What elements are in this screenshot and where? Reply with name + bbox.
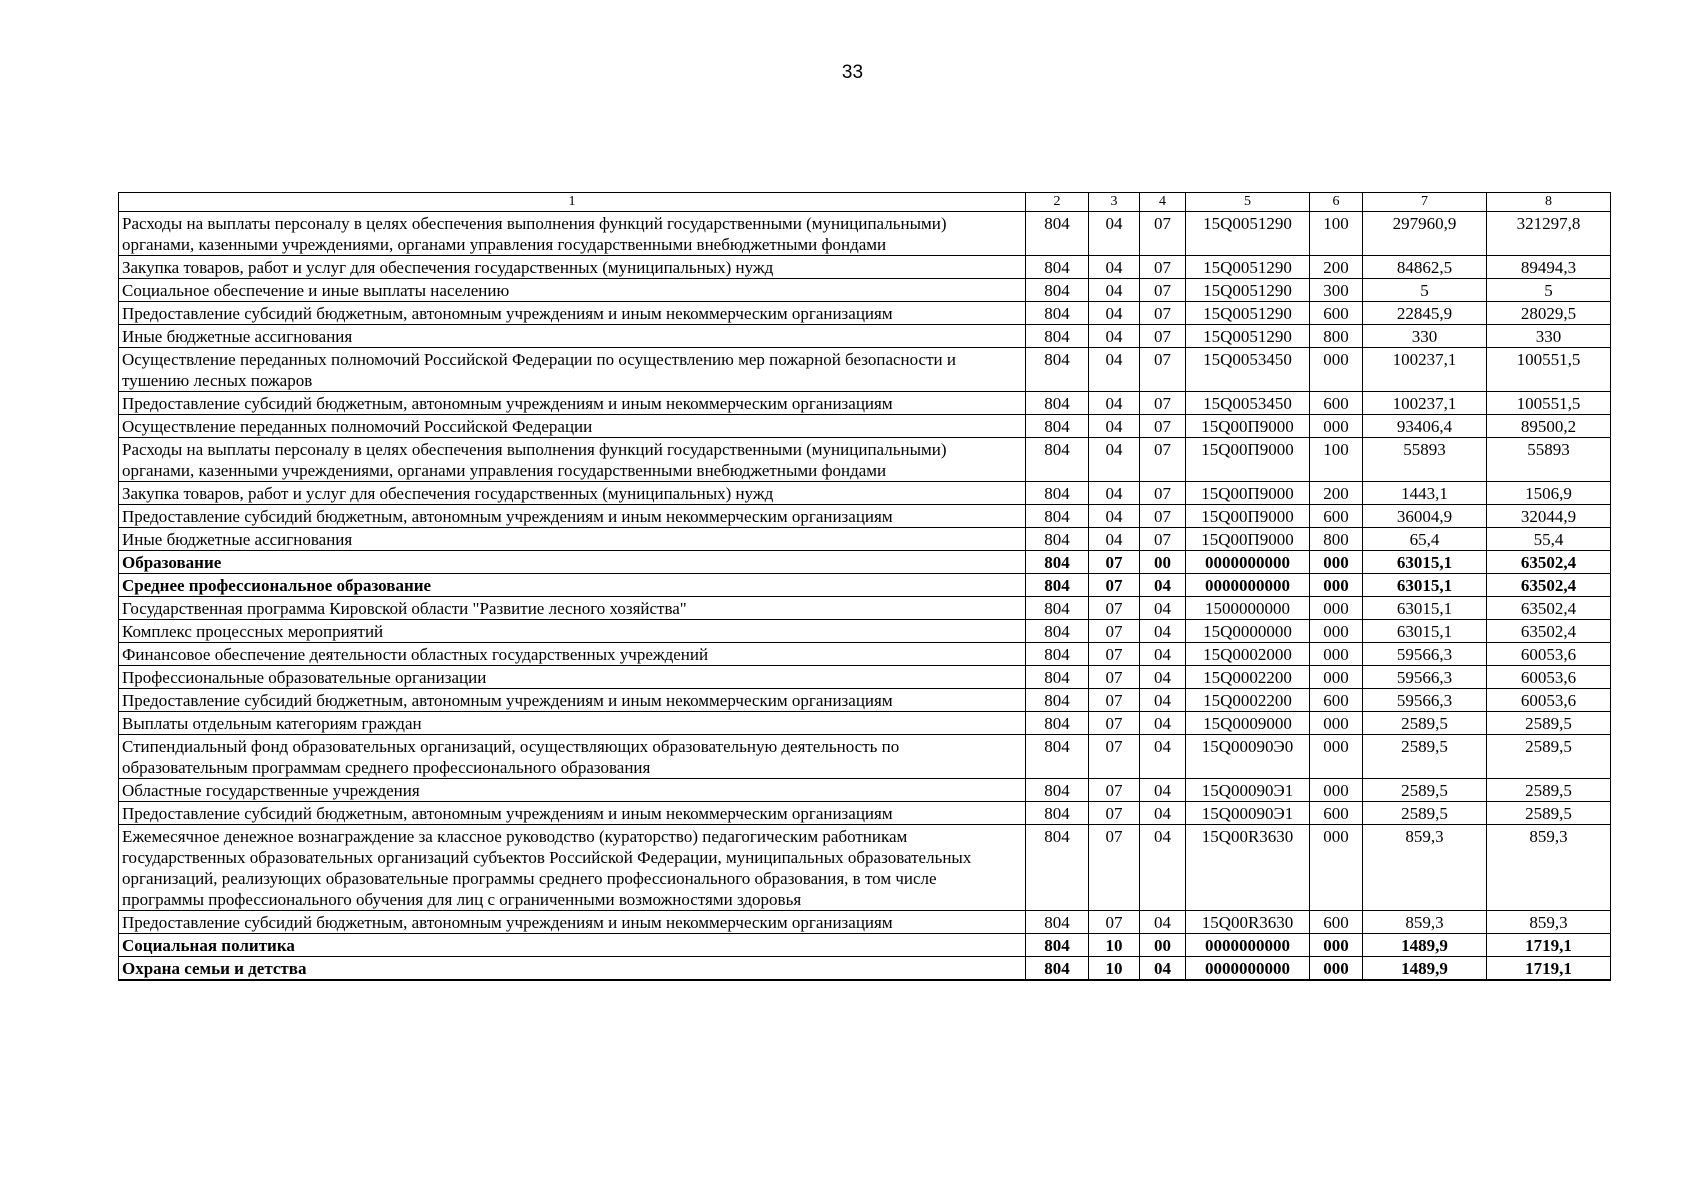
- row-name-cell: Образование: [119, 551, 1026, 574]
- section-code-cell: 04: [1089, 392, 1140, 415]
- expense-type-cell: 000: [1310, 620, 1363, 643]
- target-article-cell: 0000000000: [1186, 934, 1310, 957]
- amount-year1-cell: 859,3: [1363, 825, 1487, 911]
- section-code-cell: 04: [1089, 482, 1140, 505]
- target-article-cell: 15Q0051290: [1186, 325, 1310, 348]
- row-name-cell: Иные бюджетные ассигнования: [119, 528, 1026, 551]
- header-cell: 2: [1026, 193, 1089, 212]
- table-row: [119, 957, 1611, 981]
- target-article-cell: 15Q0051290: [1186, 302, 1310, 325]
- row-name-cell: Областные государственные учреждения: [119, 779, 1026, 802]
- section-code-cell: 04: [1089, 212, 1140, 256]
- expense-type-cell: 200: [1310, 482, 1363, 505]
- section-code-cell: 07: [1089, 735, 1140, 779]
- page-number: 33: [841, 62, 864, 83]
- amount-year2-cell: 321297,8: [1487, 212, 1611, 256]
- section-code-cell: 07: [1089, 574, 1140, 597]
- expense-type-cell: 000: [1310, 934, 1363, 957]
- row-name-cell: Предоставление субсидий бюджетным, автономным учреждениям и иным некоммерческим организациям: [119, 911, 1026, 934]
- row-name-cell: Осуществление переданных полномочий Российской Федерации по осуществлению мер пожарной безопасности и тушению лесных пожаров: [119, 348, 1026, 392]
- amount-year2-cell: 60053,6: [1487, 666, 1611, 689]
- subsection-code-cell: 04: [1140, 735, 1186, 779]
- subsection-code-cell: 07: [1140, 348, 1186, 392]
- grbs-code-cell: 804: [1026, 528, 1089, 551]
- amount-year1-cell: 100237,1: [1363, 392, 1487, 415]
- amount-year2-cell: 1719,1: [1487, 957, 1611, 981]
- amount-year1-cell: 22845,9: [1363, 302, 1487, 325]
- table-row: [119, 597, 1611, 620]
- target-article-cell: 15Q0002000: [1186, 643, 1310, 666]
- expense-type-cell: 000: [1310, 643, 1363, 666]
- target-article-cell: 15Q0053450: [1186, 348, 1310, 392]
- expense-type-cell: 600: [1310, 505, 1363, 528]
- header-cell: 1: [119, 193, 1026, 212]
- table-header-row: [119, 193, 1611, 212]
- subsection-code-cell: 07: [1140, 482, 1186, 505]
- expense-type-cell: 800: [1310, 528, 1363, 551]
- grbs-code-cell: 804: [1026, 620, 1089, 643]
- grbs-code-cell: 804: [1026, 415, 1089, 438]
- table-row: [119, 551, 1611, 574]
- section-code-cell: 07: [1089, 689, 1140, 712]
- row-name-cell: Предоставление субсидий бюджетным, автономным учреждениям и иным некоммерческим организациям: [119, 302, 1026, 325]
- amount-year2-cell: 60053,6: [1487, 643, 1611, 666]
- row-name-cell: Расходы на выплаты персоналу в целях обеспечения выполнения функций государственными (муниципальными) органами, казенными учреждениями, органами управления государственными внебюджетными фондами: [119, 438, 1026, 482]
- section-code-cell: 07: [1089, 712, 1140, 735]
- expense-type-cell: 300: [1310, 279, 1363, 302]
- grbs-code-cell: 804: [1026, 505, 1089, 528]
- table-row: [119, 528, 1611, 551]
- amount-year1-cell: 2589,5: [1363, 712, 1487, 735]
- amount-year2-cell: 63502,4: [1487, 597, 1611, 620]
- table-row: [119, 302, 1611, 325]
- row-name-cell: Закупка товаров, работ и услуг для обеспечения государственных (муниципальных) нужд: [119, 482, 1026, 505]
- section-code-cell: 07: [1089, 911, 1140, 934]
- amount-year2-cell: 63502,4: [1487, 551, 1611, 574]
- subsection-code-cell: 04: [1140, 574, 1186, 597]
- amount-year1-cell: 93406,4: [1363, 415, 1487, 438]
- section-code-cell: 04: [1089, 438, 1140, 482]
- amount-year1-cell: 100237,1: [1363, 348, 1487, 392]
- expense-type-cell: 200: [1310, 256, 1363, 279]
- amount-year1-cell: 63015,1: [1363, 620, 1487, 643]
- amount-year2-cell: 1719,1: [1487, 934, 1611, 957]
- amount-year2-cell: 2589,5: [1487, 735, 1611, 779]
- amount-year2-cell: 2589,5: [1487, 802, 1611, 825]
- table-row: [119, 735, 1611, 779]
- grbs-code-cell: 804: [1026, 934, 1089, 957]
- section-code-cell: 04: [1089, 415, 1140, 438]
- section-code-cell: 07: [1089, 825, 1140, 911]
- expense-type-cell: 000: [1310, 779, 1363, 802]
- subsection-code-cell: 07: [1140, 392, 1186, 415]
- row-name-cell: Предоставление субсидий бюджетным, автономным учреждениям и иным некоммерческим организациям: [119, 802, 1026, 825]
- expense-type-cell: 600: [1310, 802, 1363, 825]
- target-article-cell: 15Q00П9000: [1186, 482, 1310, 505]
- grbs-code-cell: 804: [1026, 735, 1089, 779]
- section-code-cell: 04: [1089, 302, 1140, 325]
- section-code-cell: 04: [1089, 325, 1140, 348]
- subsection-code-cell: 04: [1140, 689, 1186, 712]
- subsection-code-cell: 04: [1140, 643, 1186, 666]
- table-row: [119, 256, 1611, 279]
- amount-year2-cell: 28029,5: [1487, 302, 1611, 325]
- expense-type-cell: 000: [1310, 415, 1363, 438]
- section-code-cell: 04: [1089, 505, 1140, 528]
- table-row: [119, 212, 1611, 256]
- expense-type-cell: 000: [1310, 574, 1363, 597]
- amount-year1-cell: 2589,5: [1363, 779, 1487, 802]
- grbs-code-cell: 804: [1026, 212, 1089, 256]
- subsection-code-cell: 07: [1140, 256, 1186, 279]
- row-name-cell: Предоставление субсидий бюджетным, автономным учреждениям и иным некоммерческим организациям: [119, 505, 1026, 528]
- subsection-code-cell: 00: [1140, 934, 1186, 957]
- section-code-cell: 07: [1089, 666, 1140, 689]
- table-row: [119, 279, 1611, 302]
- amount-year2-cell: 100551,5: [1487, 392, 1611, 415]
- table-row: [119, 934, 1611, 957]
- grbs-code-cell: 804: [1026, 779, 1089, 802]
- target-article-cell: 15Q0002200: [1186, 689, 1310, 712]
- subsection-code-cell: 04: [1140, 911, 1186, 934]
- target-article-cell: 0000000000: [1186, 551, 1310, 574]
- target-article-cell: 15Q00R3630: [1186, 825, 1310, 911]
- subsection-code-cell: 07: [1140, 528, 1186, 551]
- target-article-cell: 15Q0002200: [1186, 666, 1310, 689]
- amount-year2-cell: 55,4: [1487, 528, 1611, 551]
- expense-type-cell: 100: [1310, 212, 1363, 256]
- target-article-cell: 1500000000: [1186, 597, 1310, 620]
- expense-type-cell: 600: [1310, 392, 1363, 415]
- table-row: [119, 802, 1611, 825]
- row-name-cell: Охрана семьи и детства: [119, 957, 1026, 981]
- expense-type-cell: 800: [1310, 325, 1363, 348]
- expense-type-cell: 000: [1310, 712, 1363, 735]
- amount-year2-cell: 89500,2: [1487, 415, 1611, 438]
- table-row: [119, 482, 1611, 505]
- table-row: [119, 392, 1611, 415]
- target-article-cell: 15Q0051290: [1186, 212, 1310, 256]
- expense-type-cell: 600: [1310, 689, 1363, 712]
- row-name-cell: Ежемесячное денежное вознаграждение за классное руководство (кураторство) педагогическим работникам государственных образовательных организаций субъектов Российской Федерации, муниципальных образовательных организаций, реализующих образовательные программы среднего профессионального образования, в том числе программы профессионального обучения для лиц с ограниченными возможностями здоровья: [119, 825, 1026, 911]
- grbs-code-cell: 804: [1026, 643, 1089, 666]
- header-cell: 5: [1186, 193, 1310, 212]
- row-name-cell: Иные бюджетные ассигнования: [119, 325, 1026, 348]
- section-code-cell: 07: [1089, 597, 1140, 620]
- amount-year2-cell: 89494,3: [1487, 256, 1611, 279]
- table-row: [119, 415, 1611, 438]
- expense-type-cell: 000: [1310, 597, 1363, 620]
- row-name-cell: Осуществление переданных полномочий Российской Федерации: [119, 415, 1026, 438]
- amount-year1-cell: 330: [1363, 325, 1487, 348]
- subsection-code-cell: 07: [1140, 279, 1186, 302]
- section-code-cell: 04: [1089, 348, 1140, 392]
- subsection-code-cell: 04: [1140, 779, 1186, 802]
- row-name-cell: Комплекс процессных мероприятий: [119, 620, 1026, 643]
- subsection-code-cell: 00: [1140, 551, 1186, 574]
- subsection-code-cell: 07: [1140, 325, 1186, 348]
- grbs-code-cell: 804: [1026, 597, 1089, 620]
- target-article-cell: 0000000000: [1186, 574, 1310, 597]
- subsection-code-cell: 07: [1140, 505, 1186, 528]
- grbs-code-cell: 804: [1026, 392, 1089, 415]
- subsection-code-cell: 04: [1140, 597, 1186, 620]
- section-code-cell: 07: [1089, 620, 1140, 643]
- expense-type-cell: 100: [1310, 438, 1363, 482]
- row-name-cell: Выплаты отдельным категориям граждан: [119, 712, 1026, 735]
- target-article-cell: 15Q00090Э0: [1186, 735, 1310, 779]
- amount-year2-cell: 330: [1487, 325, 1611, 348]
- grbs-code-cell: 804: [1026, 438, 1089, 482]
- amount-year1-cell: 63015,1: [1363, 551, 1487, 574]
- amount-year2-cell: 859,3: [1487, 825, 1611, 911]
- grbs-code-cell: 804: [1026, 574, 1089, 597]
- amount-year1-cell: 859,3: [1363, 911, 1487, 934]
- table-row: [119, 911, 1611, 934]
- amount-year1-cell: 63015,1: [1363, 574, 1487, 597]
- section-code-cell: 10: [1089, 957, 1140, 981]
- grbs-code-cell: 804: [1026, 666, 1089, 689]
- table-row: [119, 712, 1611, 735]
- expense-type-cell: 000: [1310, 666, 1363, 689]
- row-name-cell: Социальное обеспечение и иные выплаты населению: [119, 279, 1026, 302]
- amount-year1-cell: 5: [1363, 279, 1487, 302]
- subsection-code-cell: 04: [1140, 957, 1186, 981]
- expense-type-cell: 000: [1310, 735, 1363, 779]
- subsection-code-cell: 07: [1140, 438, 1186, 482]
- target-article-cell: 15Q00090Э1: [1186, 779, 1310, 802]
- expense-type-cell: 000: [1310, 348, 1363, 392]
- grbs-code-cell: 804: [1026, 825, 1089, 911]
- table-row: [119, 825, 1611, 911]
- row-name-cell: Среднее профессиональное образование: [119, 574, 1026, 597]
- table-row: [119, 574, 1611, 597]
- table-row: [119, 666, 1611, 689]
- amount-year1-cell: 36004,9: [1363, 505, 1487, 528]
- grbs-code-cell: 804: [1026, 802, 1089, 825]
- row-name-cell: Предоставление субсидий бюджетным, автономным учреждениям и иным некоммерческим организациям: [119, 689, 1026, 712]
- subsection-code-cell: 07: [1140, 415, 1186, 438]
- amount-year2-cell: 2589,5: [1487, 712, 1611, 735]
- grbs-code-cell: 804: [1026, 325, 1089, 348]
- target-article-cell: 15Q00П9000: [1186, 415, 1310, 438]
- row-name-cell: Финансовое обеспечение деятельности областных государственных учреждений: [119, 643, 1026, 666]
- grbs-code-cell: 804: [1026, 689, 1089, 712]
- table-row: [119, 643, 1611, 666]
- row-name-cell: Социальная политика: [119, 934, 1026, 957]
- table-row: [119, 438, 1611, 482]
- target-article-cell: 15Q0051290: [1186, 279, 1310, 302]
- amount-year1-cell: 59566,3: [1363, 643, 1487, 666]
- row-name-cell: Расходы на выплаты персоналу в целях обеспечения выполнения функций государственными (муниципальными) органами, казенными учреждениями, органами управления государственными внебюджетными фондами: [119, 212, 1026, 256]
- target-article-cell: 15Q00П9000: [1186, 528, 1310, 551]
- budget-table: [118, 192, 1611, 981]
- table-row: [119, 689, 1611, 712]
- row-name-cell: Профессиональные образовательные организации: [119, 666, 1026, 689]
- target-article-cell: 15Q00П9000: [1186, 438, 1310, 482]
- header-cell: 4: [1140, 193, 1186, 212]
- row-name-cell: Закупка товаров, работ и услуг для обеспечения государственных (муниципальных) нужд: [119, 256, 1026, 279]
- table-row: [119, 779, 1611, 802]
- subsection-code-cell: 04: [1140, 712, 1186, 735]
- grbs-code-cell: 804: [1026, 482, 1089, 505]
- subsection-code-cell: 04: [1140, 825, 1186, 911]
- target-article-cell: 0000000000: [1186, 957, 1310, 981]
- expense-type-cell: 600: [1310, 302, 1363, 325]
- subsection-code-cell: 04: [1140, 620, 1186, 643]
- subsection-code-cell: 07: [1140, 212, 1186, 256]
- grbs-code-cell: 804: [1026, 348, 1089, 392]
- amount-year1-cell: 84862,5: [1363, 256, 1487, 279]
- amount-year1-cell: 297960,9: [1363, 212, 1487, 256]
- grbs-code-cell: 804: [1026, 712, 1089, 735]
- row-name-cell: Стипендиальный фонд образовательных организаций, осуществляющих образовательную деятельность по образовательным программам среднего профессионального образования: [119, 735, 1026, 779]
- subsection-code-cell: 04: [1140, 802, 1186, 825]
- subsection-code-cell: 07: [1140, 302, 1186, 325]
- amount-year1-cell: 2589,5: [1363, 735, 1487, 779]
- section-code-cell: 04: [1089, 279, 1140, 302]
- section-code-cell: 10: [1089, 934, 1140, 957]
- expense-type-cell: 600: [1310, 911, 1363, 934]
- target-article-cell: 15Q00090Э1: [1186, 802, 1310, 825]
- section-code-cell: 04: [1089, 528, 1140, 551]
- target-article-cell: 15Q00R3630: [1186, 911, 1310, 934]
- amount-year2-cell: 63502,4: [1487, 574, 1611, 597]
- header-cell: 6: [1310, 193, 1363, 212]
- header-cell: 7: [1363, 193, 1487, 212]
- target-article-cell: 15Q0051290: [1186, 256, 1310, 279]
- amount-year1-cell: 63015,1: [1363, 597, 1487, 620]
- amount-year2-cell: 60053,6: [1487, 689, 1611, 712]
- target-article-cell: 15Q00П9000: [1186, 505, 1310, 528]
- amount-year1-cell: 59566,3: [1363, 689, 1487, 712]
- amount-year2-cell: 55893: [1487, 438, 1611, 482]
- grbs-code-cell: 804: [1026, 551, 1089, 574]
- amount-year1-cell: 65,4: [1363, 528, 1487, 551]
- table-row: [119, 325, 1611, 348]
- header-cell: 8: [1487, 193, 1611, 212]
- section-code-cell: 07: [1089, 643, 1140, 666]
- table-row: [119, 620, 1611, 643]
- section-code-cell: 04: [1089, 256, 1140, 279]
- amount-year2-cell: 100551,5: [1487, 348, 1611, 392]
- amount-year1-cell: 1443,1: [1363, 482, 1487, 505]
- grbs-code-cell: 804: [1026, 911, 1089, 934]
- row-name-cell: Предоставление субсидий бюджетным, автономным учреждениям и иным некоммерческим организациям: [119, 392, 1026, 415]
- row-name-cell: Государственная программа Кировской области "Развитие лесного хозяйства": [119, 597, 1026, 620]
- table-row: [119, 505, 1611, 528]
- section-code-cell: 07: [1089, 779, 1140, 802]
- expense-type-cell: 000: [1310, 957, 1363, 981]
- amount-year1-cell: 55893: [1363, 438, 1487, 482]
- subsection-code-cell: 04: [1140, 666, 1186, 689]
- target-article-cell: 15Q0053450: [1186, 392, 1310, 415]
- amount-year2-cell: 63502,4: [1487, 620, 1611, 643]
- amount-year2-cell: 859,3: [1487, 911, 1611, 934]
- amount-year1-cell: 59566,3: [1363, 666, 1487, 689]
- amount-year2-cell: 1506,9: [1487, 482, 1611, 505]
- expense-type-cell: 000: [1310, 825, 1363, 911]
- amount-year2-cell: 2589,5: [1487, 779, 1611, 802]
- grbs-code-cell: 804: [1026, 302, 1089, 325]
- amount-year1-cell: 2589,5: [1363, 802, 1487, 825]
- header-cell: 3: [1089, 193, 1140, 212]
- target-article-cell: 15Q0009000: [1186, 712, 1310, 735]
- table-row: [119, 348, 1611, 392]
- amount-year2-cell: 5: [1487, 279, 1611, 302]
- section-code-cell: 07: [1089, 551, 1140, 574]
- grbs-code-cell: 804: [1026, 279, 1089, 302]
- amount-year2-cell: 32044,9: [1487, 505, 1611, 528]
- grbs-code-cell: 804: [1026, 256, 1089, 279]
- amount-year1-cell: 1489,9: [1363, 957, 1487, 981]
- amount-year1-cell: 1489,9: [1363, 934, 1487, 957]
- section-code-cell: 07: [1089, 802, 1140, 825]
- grbs-code-cell: 804: [1026, 957, 1089, 981]
- expense-type-cell: 000: [1310, 551, 1363, 574]
- target-article-cell: 15Q0000000: [1186, 620, 1310, 643]
